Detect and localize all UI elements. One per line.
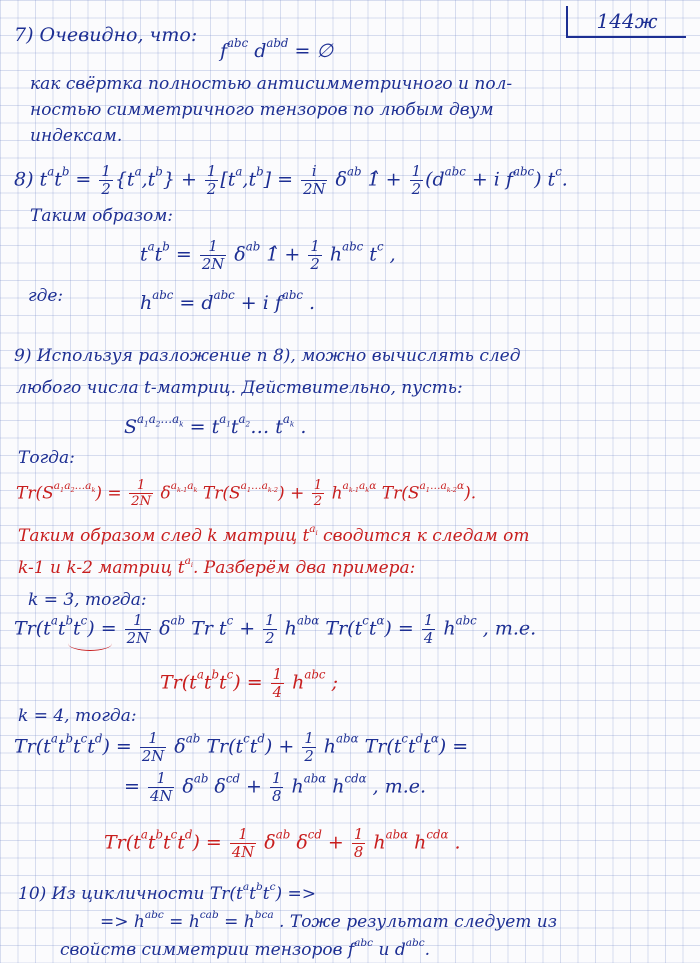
k4-formula-3: $Tr(t^at^bt^ct^d)$ = $\frac{1}{4N}$ $\delta^{ab}$ $\delta^{cd}$ + $\frac{1}{8}$ $h^{ab\alpha}$ $h^{cd\alpha}$ . (104, 826, 461, 862)
s7-formula: $f^{abc}$ $d^{abd}$ = ∅ (220, 36, 334, 62)
k4-heading: k = 4, тогда: (18, 706, 137, 726)
s9-then: Тогда: (18, 448, 75, 468)
s8-formula-1: 8) $t^at^b$ = $\frac{1}{2}$ $\{t^a,t^b\}$ + $\frac{1}{2}$ $[t^a,t^b]$ = $\frac{i}{2N}$ $\delta^{ab}$ 1̂ + $\frac{1}{2}$ ($d^{abc} + i$ $f^{abc}$) $t^c$. (14, 163, 568, 199)
s9-text-2: любого числа t-матриц. Действительно, пусть: (16, 378, 463, 398)
s7-text-line-1: как свёртка полностью антисимметричного и пол- (30, 74, 513, 94)
s7-text-line-2: ностью симметричного тензоров по любым двум (30, 100, 494, 120)
s9-formula-2: $Tr(S^{a_1a_2\dots a_k})$ = $\frac{1}{2N}$ $\delta^{a_{k-1}a_k}$ $Tr(S^{a_1\dots a_{k-2}})$ + $\frac{1}{2}$ $h^{a_{k-1}a_k\alpha}$ $Tr(S^{a_1\dots a_{k-2}\alpha})$. (16, 478, 477, 510)
s7-text-line-3: индексам. (30, 126, 123, 146)
s8-formula-2: $t^at^b$ = $\frac{1}{2N}$ $\delta^{ab}$ 1̂ + $\frac{1}{2}$ $h^{abc}$ $t^c$ , (140, 238, 396, 274)
s8-text-1: Таким образом: (30, 206, 174, 226)
s10-text-1: 10) Из цикличности $Tr(t^at^bt^c)$ => (18, 881, 316, 904)
s10-text-2: => $h^{abc} = h^{cab} = h^{bca}$ . Тоже результат следует из (100, 909, 557, 932)
s9-text-1: 9) Используя разложение п 8), можно вычислять след (14, 346, 521, 366)
s9-text-3: Таким образом след k матриц $t^{a_i}$ сводится к следам от (18, 523, 530, 546)
s9-text-4: k-1 и k-2 матриц $t^{a_i}$. Разберём два примера: (18, 555, 416, 578)
s9-formula-1: $S^{a_1a_2\dots a_k}$ = $t^{a_1}t^{a_2}\dots$ $t^{a_k}$ . (124, 412, 307, 438)
page-number: 144ж (566, 6, 686, 38)
s7-heading: 7) Очевидно, что: (14, 24, 198, 46)
k3-heading: k = 3, тогда: (28, 590, 147, 610)
k3-formula-2: $Tr(t^at^bt^c)$ = $\frac{1}{4}$ $h^{abc}$ ; (160, 666, 338, 702)
k4-formula-1: $Tr(t^at^bt^ct^d)$ = $\frac{1}{2N}$ $\delta^{ab}$ $Tr(t^ct^d)$ + $\frac{1}{2}$ $h^{ab\alpha}$ $Tr(t^ct^dt^\alpha)$ = (14, 730, 469, 766)
k3-formula-1: $Tr(t^at^bt^c)$ = $\frac{1}{2N}$ $\delta^{ab}$ Tr $t^c$ + $\frac{1}{2}$ $h^{ab\alpha}$ $Tr(t^ct^\alpha)$ = $\frac{1}{4}$ $h^{abc}$ , т.е. (14, 612, 537, 648)
contraction-arc (68, 636, 112, 651)
k4-formula-2: = $\frac{1}{4N}$ $\delta^{ab}$ $\delta^{cd}$ + $\frac{1}{8}$ $h^{ab\alpha}$ $h^{cd\alpha}$ , т.е. (124, 770, 427, 806)
s8-where: где: (28, 286, 64, 306)
s10-text-3: свойств симметрии тензоров $f^{abc}$ и $d^{abc}$. (60, 937, 431, 960)
s8-formula-3: $h^{abc} = d^{abc} + i$ $f^{abc}$ . (140, 288, 316, 314)
